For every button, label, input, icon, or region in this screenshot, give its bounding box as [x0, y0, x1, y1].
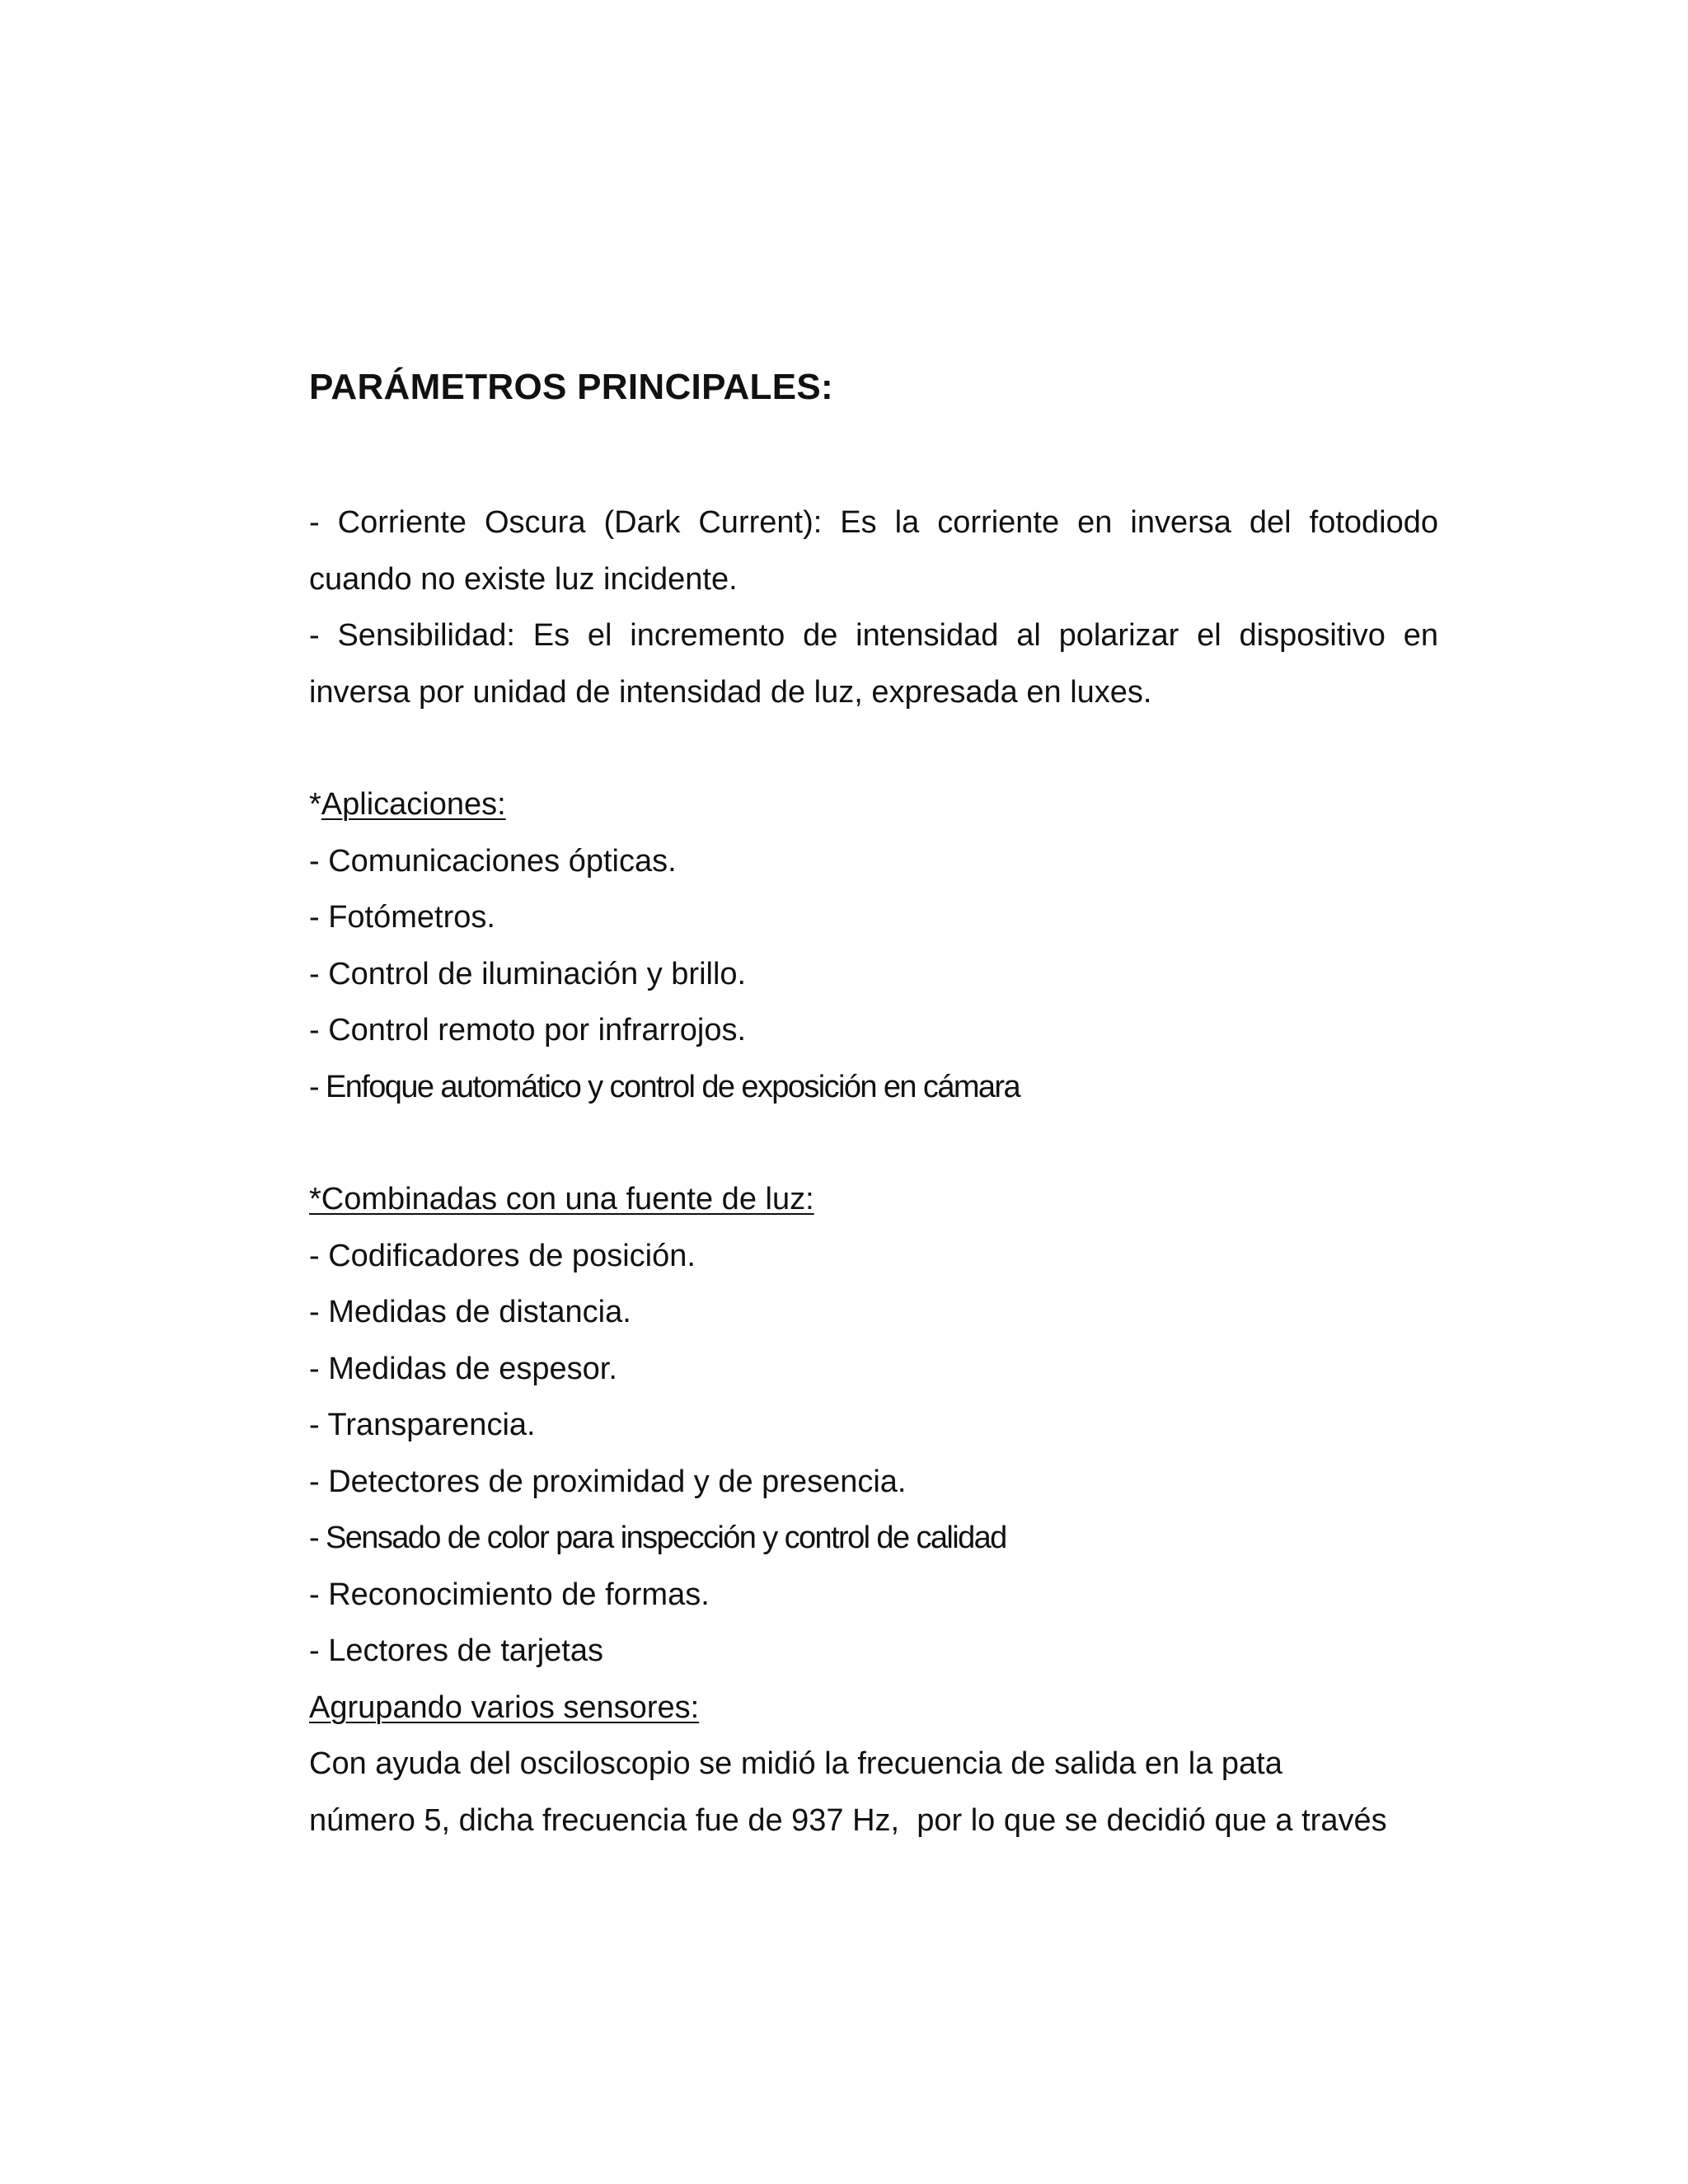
- list-item: - Control remoto por infrarrojos.: [309, 1013, 747, 1047]
- body-text-line: Con ayuda del osciloscopio se midió la frecuencia de salida en la pata: [309, 1746, 1282, 1781]
- applications-heading: [309, 776, 1438, 833]
- list-item: - Medidas de distancia.: [309, 1295, 631, 1329]
- list-item: - Enfoque automático y control de exposición en cámara: [309, 1069, 1020, 1104]
- combined-heading-text: *Combinadas con una fuente de luz:: [309, 1182, 814, 1216]
- list-item: - Medidas de espesor.: [309, 1351, 617, 1386]
- list-item: - Transparencia.: [309, 1408, 536, 1442]
- list-item: - Codificadores de posición.: [309, 1238, 696, 1273]
- applications-heading-text: Aplicaciones:: [321, 787, 506, 822]
- spacer: [309, 1115, 1438, 1171]
- page-title: PARÁMETROS PRINCIPALES:: [309, 367, 833, 407]
- combined-heading: [309, 1171, 1438, 1228]
- list-item: - Sensado de color para inspección y control de calidad: [309, 1521, 1006, 1555]
- parameter-sensitivity: - Sensibilidad: Es el incremento de intensidad al polarizar el dispositivo en inversa por unidad de intensidad de luz, expresada en luxes.: [309, 618, 1438, 710]
- list-item: - Lectores de tarjetas: [309, 1633, 603, 1668]
- list-item: - Reconocimiento de formas.: [309, 1577, 710, 1612]
- parameter-dark-current: - Corriente Oscura (Dark Current): Es la corriente en inversa del fotodiodo cuando no existe luz incidente.: [309, 505, 1438, 597]
- list-item: - Fotómetros.: [309, 900, 495, 935]
- spacer: [309, 720, 1438, 776]
- grouping-heading: [309, 1680, 1438, 1736]
- document-body: [309, 363, 1438, 1849]
- list-item: - Detectores de proximidad y de presencia.: [309, 1464, 907, 1499]
- grouping-heading-text: Agrupando varios sensores:: [309, 1690, 700, 1725]
- applications-prefix: *: [309, 787, 321, 822]
- spacer: [309, 412, 1438, 494]
- list-item: - Control de iluminación y brillo.: [309, 956, 747, 991]
- list-item: - Comunicaciones ópticas.: [309, 843, 677, 879]
- body-text-line: número 5, dicha frecuencia fue de 937 Hz, por lo que se decidió que a través: [309, 1802, 1387, 1838]
